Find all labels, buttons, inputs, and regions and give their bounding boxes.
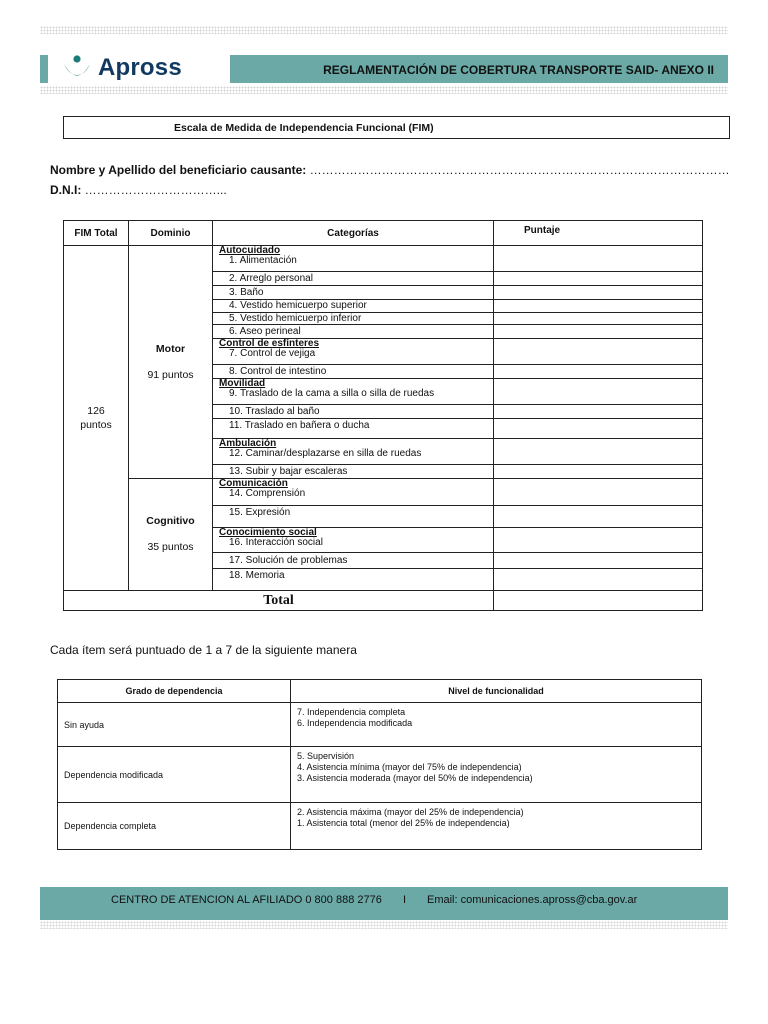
category-cell [213, 272, 494, 286]
category-cell [213, 246, 494, 272]
total-score-cell[interactable] [494, 591, 703, 611]
dni-label: D.N.I: [50, 183, 82, 197]
category-cell [213, 419, 494, 439]
category-cell [213, 339, 494, 365]
name-label: Nombre y Apellido del beneficiario causante: [50, 163, 307, 177]
header-fim-total: FIM Total [64, 221, 129, 246]
footer-separator: I [403, 894, 407, 906]
header-grado: Grado de dependencia [58, 680, 291, 703]
level-5: 5. Supervisión [297, 751, 355, 761]
section-movilidad: Movilidad [219, 378, 266, 389]
category-cell [213, 465, 494, 479]
dni-dots: ……………………………... [81, 183, 227, 197]
logo-text: Apross [98, 54, 182, 81]
score-cell[interactable] [494, 325, 703, 339]
top-dotted-band [40, 26, 728, 34]
grade-dependencia-modificada: Dependencia modificada [58, 747, 291, 803]
motor-points: 91 puntos [147, 368, 194, 381]
footer-dotted-band [40, 921, 728, 929]
category-cell [213, 439, 494, 465]
header-nivel: Nivel de funcionalidad [291, 680, 702, 703]
item-16: 16. Interacción social [229, 537, 323, 548]
fim-table [63, 220, 703, 611]
category-cell [213, 379, 494, 405]
cognitivo-label: Cognitivo [146, 515, 195, 527]
score-cell[interactable] [494, 465, 703, 479]
category-cell [213, 479, 494, 506]
score-cell[interactable] [494, 365, 703, 379]
category-cell [213, 528, 494, 553]
score-cell[interactable] [494, 286, 703, 300]
category-cell [213, 553, 494, 569]
score-cell[interactable] [494, 528, 703, 553]
motor-label: Motor [155, 342, 186, 355]
footer-email[interactable]: Email: comunicaciones.apross@cba.gov.ar [427, 894, 638, 906]
name-dots: …………………………………………………………………………………………… [306, 163, 730, 177]
item-13: 13. Subir y bajar escaleras [229, 465, 348, 477]
beneficiary-name-line [50, 163, 730, 177]
item-5: 5. Vestido hemicuerpo inferior [229, 312, 362, 324]
score-cell[interactable] [494, 506, 703, 528]
item-12: 12. Caminar/desplazarse en silla de ruedas [229, 448, 422, 459]
score-cell[interactable] [494, 405, 703, 419]
cognitivo-points: 35 puntos [147, 541, 194, 553]
section-esfinteres: Control de esfínteres [219, 338, 320, 349]
level-2: 2. Asistencia máxima (mayor del 25% de independencia) [297, 807, 524, 817]
grade-dependencia-completa: Dependencia completa [58, 803, 291, 850]
score-cell[interactable] [494, 313, 703, 325]
item-2: 2. Arreglo personal [229, 272, 313, 284]
score-cell[interactable] [494, 419, 703, 439]
score-cell[interactable] [494, 569, 703, 591]
grade-sin-ayuda: Sin ayuda [58, 703, 291, 747]
item-7: 7. Control de vejiga [229, 348, 316, 359]
fim-total-unit: puntos [80, 419, 112, 431]
scale-intro: Cada ítem será puntuado de 1 a 7 de la siguiente manera [50, 643, 357, 657]
category-cell [213, 506, 494, 528]
form-title-box [63, 116, 730, 139]
header-categorias: Categorías [213, 221, 494, 246]
score-cell[interactable] [494, 553, 703, 569]
level-7: 7. Independencia completa [297, 707, 406, 717]
motor-domain-cell [129, 246, 213, 479]
level-6: 6. Independencia modificada [297, 718, 413, 728]
header-dominio: Dominio [129, 221, 213, 246]
level-3: 3. Asistencia moderada (mayor del 50% de independencia) [297, 773, 533, 783]
category-cell [213, 286, 494, 300]
header-puntaje: Puntaje [494, 221, 703, 246]
item-3: 3. Baño [229, 286, 264, 298]
total-label-cell: Total [64, 591, 494, 611]
category-cell [213, 365, 494, 379]
cognitivo-domain-cell [129, 479, 213, 591]
score-cell[interactable] [494, 272, 703, 286]
section-autocuidado: Autocuidado [219, 245, 281, 256]
score-cell[interactable] [494, 339, 703, 365]
item-10: 10. Traslado al baño [229, 405, 320, 417]
item-17: 17. Solución de problemas [229, 554, 348, 566]
grade-table [57, 679, 702, 850]
category-cell [213, 300, 494, 313]
section-ambulacion: Ambulación [219, 438, 277, 449]
section-comunicacion: Comunicación [219, 478, 288, 489]
header-title: REGLAMENTACIÓN DE COBERTURA TRANSPORTE SAID- ANEXO II [230, 55, 728, 83]
category-cell [213, 325, 494, 339]
fim-total-value: 126 [87, 405, 105, 417]
item-14: 14. Comprensión [229, 488, 306, 499]
score-cell[interactable] [494, 300, 703, 313]
item-8: 8. Control de intestino [229, 365, 327, 377]
levels-dependencia-modificada [291, 747, 702, 803]
levels-sin-ayuda [291, 703, 702, 747]
item-6: 6. Aseo perineal [229, 325, 301, 337]
level-4: 4. Asistencia mínima (mayor del 75% de independencia) [297, 762, 522, 772]
footer-band [40, 887, 728, 920]
apross-logo [62, 52, 182, 84]
form-title: Escala de Medida de Independencia Funcional (FIM) [174, 122, 434, 134]
header-dotted-band [40, 86, 728, 94]
item-9: 9. Traslado de la cama a silla o silla de ruedas [229, 388, 435, 399]
item-11: 11. Traslado en bañera o ducha [229, 420, 370, 431]
category-cell [213, 313, 494, 325]
item-1: 1. Alimentación [229, 255, 297, 266]
category-cell [213, 405, 494, 419]
section-social: Conocimiento social [219, 527, 317, 538]
item-4: 4. Vestido hemicuerpo superior [229, 300, 367, 311]
score-cell[interactable] [494, 379, 703, 405]
score-cell[interactable] [494, 479, 703, 506]
item-18: 18. Memoria [229, 570, 285, 581]
category-cell [213, 569, 494, 591]
score-cell[interactable] [494, 439, 703, 465]
item-15: 15. Expresión [229, 507, 291, 518]
logo-icon [62, 55, 92, 81]
header-accent-strip [40, 55, 48, 83]
score-cell[interactable] [494, 246, 703, 272]
fim-total-cell [64, 246, 129, 591]
levels-dependencia-completa [291, 803, 702, 850]
footer-phone: CENTRO DE ATENCION AL AFILIADO 0 800 888 2776 [111, 894, 382, 906]
level-1: 1. Asistencia total (menor del 25% de independencia) [297, 818, 510, 828]
dni-line [50, 183, 227, 197]
